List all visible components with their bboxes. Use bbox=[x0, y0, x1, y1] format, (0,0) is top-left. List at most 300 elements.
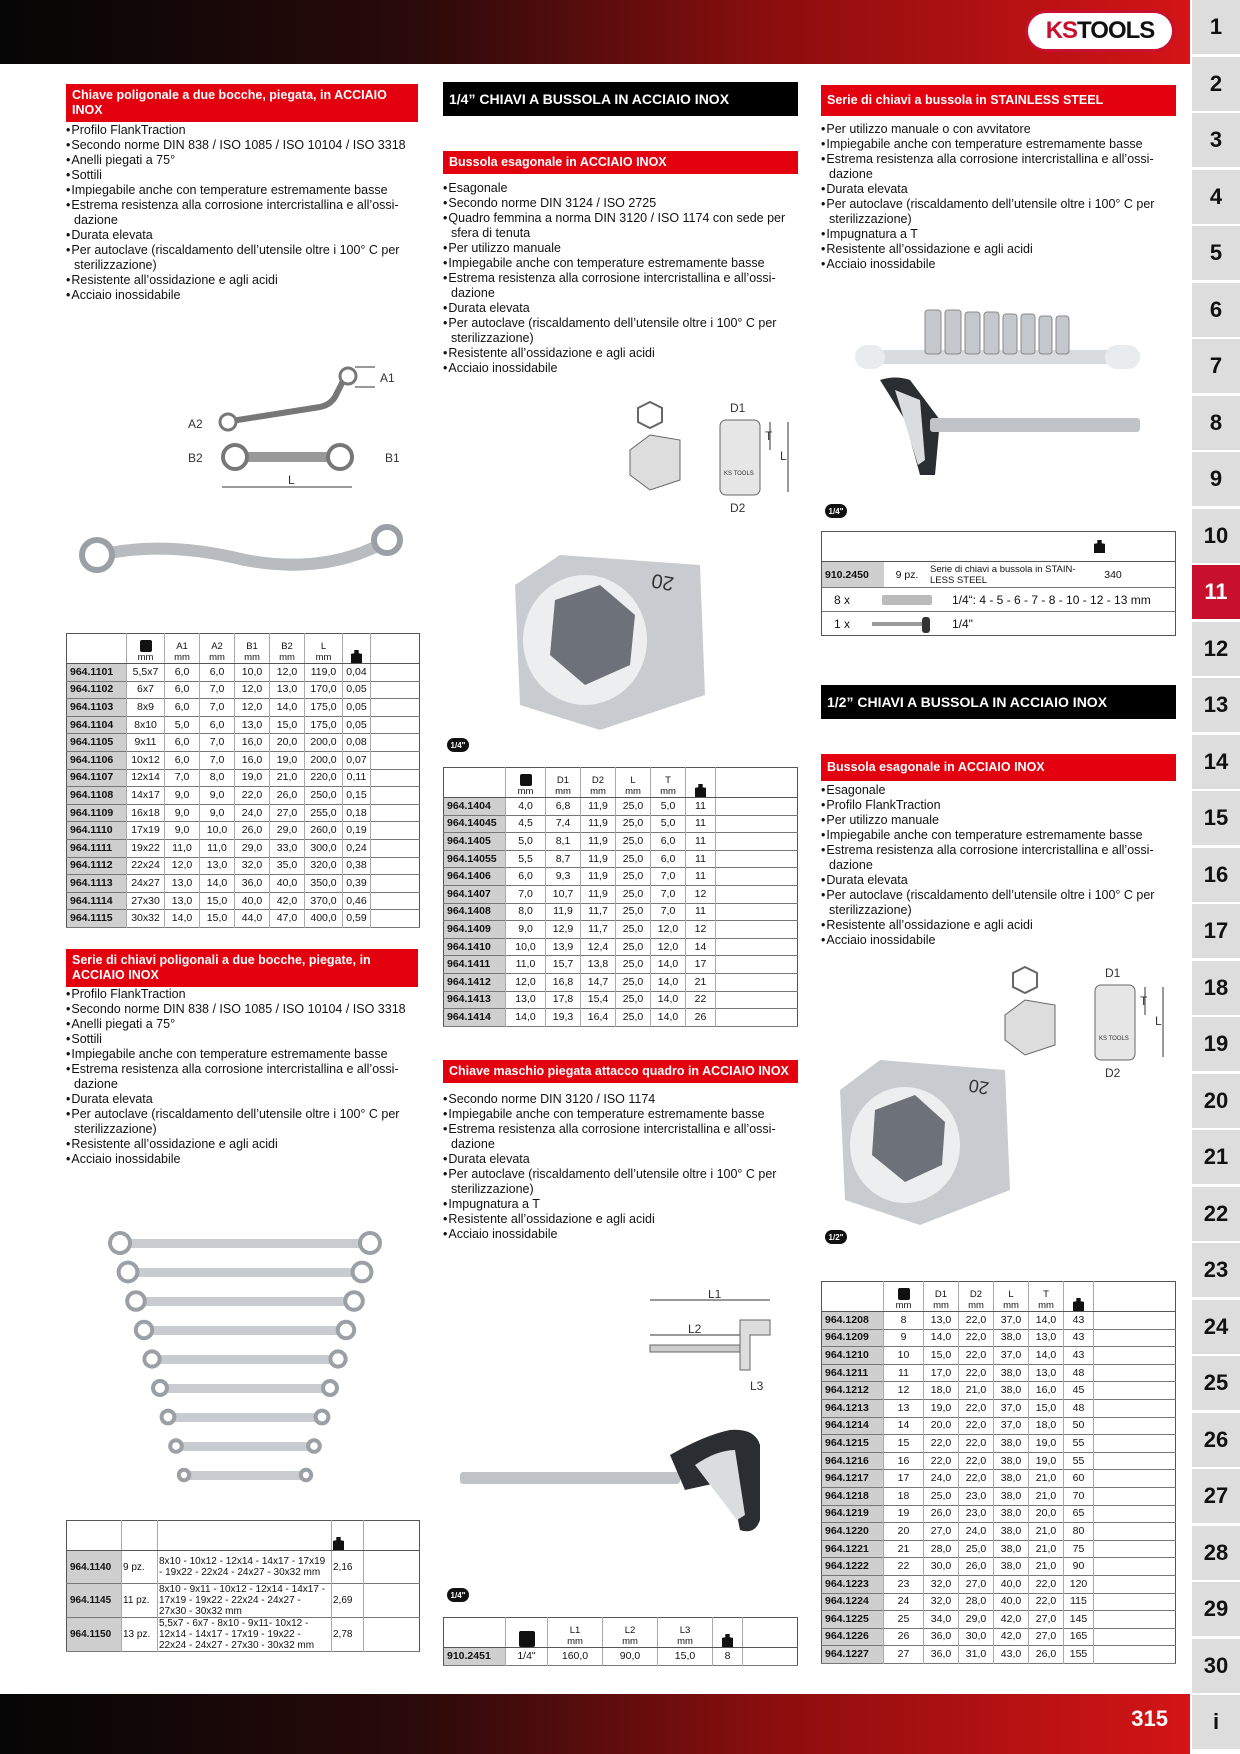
cell: 24,0 bbox=[959, 1523, 994, 1541]
cell: 12,9 bbox=[546, 921, 581, 939]
cell: 42,0 bbox=[994, 1611, 1029, 1629]
chapter-tab-11[interactable]: 11 bbox=[1192, 565, 1240, 619]
feature-list bbox=[66, 987, 420, 1167]
cell: 38,0 bbox=[994, 1523, 1029, 1541]
tkey-table: L1 mm L2 mm L3 mm 910.2451 1/4" 160,0 90,0 15,0 8 bbox=[443, 1617, 798, 1666]
cell: 11,9 bbox=[581, 885, 616, 903]
table-row bbox=[444, 973, 798, 991]
article-number: 964.1213 bbox=[822, 1399, 884, 1417]
table-row bbox=[444, 798, 798, 816]
cell: 15,7 bbox=[546, 956, 581, 974]
chapter-tab-28[interactable]: 28 bbox=[1192, 1526, 1240, 1580]
cell: 20,0 bbox=[1029, 1505, 1064, 1523]
article-number: 964.1101 bbox=[67, 664, 127, 682]
set-table bbox=[66, 1520, 420, 1652]
chapter-tab-22[interactable]: 22 bbox=[1192, 1187, 1240, 1241]
socket-photo bbox=[830, 1050, 1020, 1240]
cell: 13,0 bbox=[1029, 1364, 1064, 1382]
chapter-tab-2[interactable]: 2 bbox=[1192, 57, 1240, 111]
chapter-tab-19[interactable]: 19 bbox=[1192, 1017, 1240, 1071]
feature-item: • Estrema resistenza alla corrosione intercristallina e all’ossi-dazione bbox=[821, 843, 1176, 873]
cell: 15,0 bbox=[270, 716, 305, 734]
table-row bbox=[67, 751, 420, 769]
article-number: 964.1405 bbox=[444, 833, 506, 851]
cell: 21 bbox=[686, 973, 716, 991]
page-number: 315 bbox=[1131, 1706, 1168, 1731]
cell: 36,0 bbox=[924, 1646, 959, 1664]
cell: 27 bbox=[884, 1646, 924, 1664]
chapter-tab-21[interactable]: 21 bbox=[1192, 1130, 1240, 1184]
chapter-tab-4[interactable]: 4 bbox=[1192, 170, 1240, 224]
cell: 25,0 bbox=[616, 991, 651, 1009]
chapter-tab-30[interactable]: 30 bbox=[1192, 1639, 1240, 1693]
cell: 90 bbox=[1064, 1558, 1094, 1576]
cell: 13,0 bbox=[270, 681, 305, 699]
chapter-tab-17[interactable]: 17 bbox=[1192, 904, 1240, 958]
chapter-tab-24[interactable]: 24 bbox=[1192, 1300, 1240, 1354]
chapter-tab-18[interactable]: 18 bbox=[1192, 961, 1240, 1015]
cell: 13,0 bbox=[200, 857, 235, 875]
cell: 0,38 bbox=[343, 857, 371, 875]
feature-item: • Per utilizzo manuale o con avvitatore bbox=[821, 122, 1176, 137]
section-title: Chiave maschio piegata attacco quadro in ACCIAIO INOX bbox=[443, 1060, 798, 1083]
feature-item: • Acciaio inossidabile bbox=[821, 933, 1176, 948]
cell: 0,07 bbox=[343, 751, 371, 769]
table-row bbox=[67, 734, 420, 752]
table-row bbox=[822, 1628, 1176, 1646]
cell: 13,0 bbox=[506, 991, 546, 1009]
table-row bbox=[444, 991, 798, 1009]
chapter-tab-23[interactable]: 23 bbox=[1192, 1243, 1240, 1297]
cell: 38,0 bbox=[994, 1382, 1029, 1400]
cell: 120 bbox=[1064, 1575, 1094, 1593]
cell: 9,0 bbox=[200, 804, 235, 822]
chapter-tab-20[interactable]: 20 bbox=[1192, 1074, 1240, 1128]
table-row bbox=[67, 699, 420, 717]
table-row bbox=[67, 787, 420, 805]
article-number: 964.1145 bbox=[67, 1584, 122, 1618]
cell: 12,0 bbox=[270, 664, 305, 682]
cell: 15 bbox=[884, 1435, 924, 1453]
chapter-tab-15[interactable]: 15 bbox=[1192, 791, 1240, 845]
cell: 350,0 bbox=[305, 875, 343, 893]
cell: 6,0 bbox=[200, 664, 235, 682]
cell: 38,0 bbox=[994, 1540, 1029, 1558]
label-l1: L1 bbox=[708, 1290, 722, 1301]
cell: 11,9 bbox=[581, 850, 616, 868]
cell: 22x24 bbox=[127, 857, 165, 875]
label-l: L bbox=[780, 449, 787, 463]
table-row bbox=[822, 1558, 1176, 1576]
article-number: 964.1223 bbox=[822, 1575, 884, 1593]
feature-item: • Durata elevata bbox=[821, 182, 1176, 197]
cell: 17 bbox=[686, 956, 716, 974]
feature-item: • Per autoclave (riscaldamento dell’utensile oltre i 100° C per sterilizzazione) bbox=[443, 316, 798, 346]
cell: 14,0 bbox=[1029, 1347, 1064, 1365]
wrench-item bbox=[119, 1263, 372, 1282]
cell: 18,0 bbox=[924, 1382, 959, 1400]
article-number: 964.1410 bbox=[444, 938, 506, 956]
table-row bbox=[822, 1347, 1176, 1365]
cell: 8,0 bbox=[200, 769, 235, 787]
article-number: 964.1211 bbox=[822, 1364, 884, 1382]
cell: 18 bbox=[884, 1487, 924, 1505]
cell: 38,0 bbox=[994, 1470, 1029, 1488]
hex-size-icon bbox=[520, 774, 532, 786]
cell: 0,59 bbox=[343, 910, 371, 928]
cell: 11,7 bbox=[581, 921, 616, 939]
cell: 11,9 bbox=[546, 903, 581, 921]
chapter-tab-7[interactable]: 7 bbox=[1192, 339, 1240, 393]
cell: 14,0 bbox=[651, 1009, 686, 1027]
cell: 16,0 bbox=[235, 751, 270, 769]
cell: 6,0 bbox=[165, 734, 200, 752]
chapter-tab-9[interactable]: 9 bbox=[1192, 452, 1240, 506]
content-row: 8 x 1/4“: 4 - 5 - 6 - 7 - 8 - 10 - 12 - 13 mm bbox=[822, 588, 1175, 612]
article-number: 964.1102 bbox=[67, 681, 127, 699]
chapter-tab-5[interactable]: 5 bbox=[1192, 226, 1240, 280]
article-number: 964.1409 bbox=[444, 921, 506, 939]
cell: 7,0 bbox=[200, 681, 235, 699]
cell: 20,0 bbox=[270, 734, 305, 752]
feature-item: • Estrema resistenza alla corrosione intercristallina e all’ossi-dazione bbox=[66, 1062, 420, 1092]
cell: 0,24 bbox=[343, 839, 371, 857]
label-l: L bbox=[288, 473, 295, 487]
label-b1: B1 bbox=[385, 451, 400, 465]
cell: 17,8 bbox=[546, 991, 581, 1009]
cell: 9,0 bbox=[165, 804, 200, 822]
cell: 25,0 bbox=[616, 885, 651, 903]
cell: 6,0 bbox=[651, 833, 686, 851]
cell: 9x11 bbox=[127, 734, 165, 752]
cell: 255,0 bbox=[305, 804, 343, 822]
cell: 48 bbox=[1064, 1364, 1094, 1382]
socket-size-mark: 20 bbox=[967, 1075, 991, 1099]
cell: 12,4 bbox=[581, 938, 616, 956]
feature-item: • Anelli piegati a 75° bbox=[66, 1017, 420, 1032]
ks-tools-logo bbox=[1025, 10, 1175, 52]
feature-item: • Resistente all’ossidazione e agli acidi bbox=[443, 346, 798, 361]
cell: 13 bbox=[884, 1399, 924, 1417]
cell: 38,0 bbox=[994, 1329, 1029, 1347]
wrench-dimension-diagram bbox=[180, 362, 420, 497]
cell: 38,0 bbox=[994, 1452, 1029, 1470]
cell: 21,0 bbox=[959, 1382, 994, 1400]
bottom-band bbox=[0, 1694, 1190, 1754]
table-row bbox=[444, 921, 798, 939]
cell: 15,0 bbox=[658, 1648, 713, 1666]
cell: 5,5x7 bbox=[127, 664, 165, 682]
cell: 13,0 bbox=[165, 892, 200, 910]
cell: 25,0 bbox=[616, 850, 651, 868]
feature-item: • Impiegabile anche con temperature estremamente basse bbox=[443, 256, 798, 271]
section-title: Serie di chiavi poligonali a due bocche, piegate, in ACCIAIO INOX bbox=[66, 949, 418, 987]
cell: 11,0 bbox=[200, 839, 235, 857]
cell: 24 bbox=[884, 1593, 924, 1611]
table-row bbox=[444, 1648, 798, 1666]
article-number: 964.1218 bbox=[822, 1487, 884, 1505]
cell: 250,0 bbox=[305, 787, 343, 805]
wrench-item bbox=[136, 1322, 354, 1338]
cell: 8 bbox=[884, 1312, 924, 1330]
cell: 90,0 bbox=[603, 1648, 658, 1666]
table-row bbox=[822, 1575, 1176, 1593]
cell: 14,0 bbox=[651, 956, 686, 974]
table-row bbox=[822, 1417, 1176, 1435]
table-row bbox=[67, 664, 420, 682]
cell: 43 bbox=[1064, 1347, 1094, 1365]
cell: 300,0 bbox=[305, 839, 343, 857]
cell: 260,0 bbox=[305, 822, 343, 840]
hex-size-icon bbox=[140, 640, 152, 652]
cell: 0,39 bbox=[343, 875, 371, 893]
cell: 26 bbox=[686, 1009, 716, 1027]
cell: 5,5 bbox=[506, 850, 546, 868]
chapter-tab-i[interactable]: i bbox=[1192, 1695, 1240, 1749]
cell: 11 bbox=[686, 815, 716, 833]
cell: 23 bbox=[884, 1575, 924, 1593]
article-number: 964.1140 bbox=[67, 1551, 122, 1584]
article-number: 964.14055 bbox=[444, 850, 506, 868]
socket-photo bbox=[500, 545, 720, 735]
table-row bbox=[444, 868, 798, 886]
chapter-tab-29[interactable]: 29 bbox=[1192, 1582, 1240, 1636]
article-number: 964.1108 bbox=[67, 787, 127, 805]
cell: 38,0 bbox=[994, 1364, 1029, 1382]
feature-item: • Impugnatura a T bbox=[821, 227, 1176, 242]
cell: 115 bbox=[1064, 1593, 1094, 1611]
cell: 40,0 bbox=[270, 875, 305, 893]
label-d1: D1 bbox=[1105, 966, 1121, 980]
cell: 32,0 bbox=[235, 857, 270, 875]
feature-item: • Estrema resistenza alla corrosione intercristallina e all’ossi-dazione bbox=[66, 198, 420, 228]
feature-item: • Acciaio inossidabile bbox=[443, 1227, 798, 1242]
feature-item: • Acciaio inossidabile bbox=[66, 1152, 420, 1167]
cell: 25,0 bbox=[616, 798, 651, 816]
top-band bbox=[0, 0, 1190, 64]
cell: 27,0 bbox=[270, 804, 305, 822]
feature-item: • Secondo norme DIN 838 / ISO 1085 / ISO 10104 / ISO 3318 bbox=[66, 138, 420, 153]
cell: 8x10 bbox=[127, 716, 165, 734]
feature-item: • Estrema resistenza alla corrosione intercristallina e all’ossi-dazione bbox=[443, 1122, 798, 1152]
cell: 21,0 bbox=[270, 769, 305, 787]
spec-table: mm D1 mm D2 mm L mm T mm 964.1208 8 13,0 22,0 37,0 14,0 43 964.1209 9 14,0 22,0 38,0 13,0 43 964.1210 10 15,0 22,0 37,0 14,0 43 964.1211 11 17,0 22,0 38,0 13,0 48 964.1212 12 18,0 21,0 38,0 16,0 45 964.1213 13 19,0 22,0 37,0 15,0 48 964.1214 14 20,0 22,0 37,0 18,0 50 964.1215 15 22,0 22,0 38,0 19,0 55 964.1216 16 22,0 22,0 38,0 19,0 55 964.1217 17 24,0 22,0 38,0 21,0 60 964.1218 18 25,0 23,0 38,0 21,0 70 964.1219 19 26,0 23,0 38,0 20,0 65 964.1220 20 27,0 24,0 38,0 21,0 80 964.1221 21 28,0 25,0 38,0 21,0 75 964.1222 22 30,0 26,0 38,0 21,0 90 964.1223 23 32,0 27,0 40,0 22,0 120 964.1224 24 32,0 28,0 40,0 22,0 115 964.1225 25 34,0 29,0 42,0 27,0 145 964.1226 26 36,0 30,0 42,0 27,0 165 964.1227 27 36,0 31,0 43,0 26,0 155 bbox=[821, 1281, 1176, 1664]
cell: 9,3 bbox=[546, 868, 581, 886]
feature-item: • Anelli piegati a 75° bbox=[66, 153, 420, 168]
square-drive-icon bbox=[519, 1631, 535, 1647]
cell: 22,0 bbox=[924, 1452, 959, 1470]
feature-item: • Sottili bbox=[66, 168, 420, 183]
article-number: 964.1215 bbox=[822, 1435, 884, 1453]
cell: 22,0 bbox=[959, 1452, 994, 1470]
cell: 48 bbox=[1064, 1399, 1094, 1417]
cell: 10x12 bbox=[127, 751, 165, 769]
cell: 25,0 bbox=[616, 868, 651, 886]
cell: 14,7 bbox=[581, 973, 616, 991]
feature-item: • Acciaio inossidabile bbox=[66, 288, 420, 303]
chapter-tab-25[interactable]: 25 bbox=[1192, 1356, 1240, 1410]
article-number: 964.1214 bbox=[822, 1417, 884, 1435]
table-row bbox=[822, 1399, 1176, 1417]
chapter-tab-27[interactable]: 27 bbox=[1192, 1469, 1240, 1523]
cell: 22,0 bbox=[235, 787, 270, 805]
article-number: 964.1406 bbox=[444, 868, 506, 886]
cell: 2,16 bbox=[332, 1551, 364, 1584]
cell: 7,0 bbox=[651, 903, 686, 921]
cell: 22,0 bbox=[959, 1417, 994, 1435]
cell: 22,0 bbox=[959, 1399, 994, 1417]
feature-list bbox=[821, 122, 1176, 272]
cell: 16,8 bbox=[546, 973, 581, 991]
table-row bbox=[822, 1593, 1176, 1611]
cell: 22,0 bbox=[959, 1470, 994, 1488]
chapter-tab-26[interactable]: 26 bbox=[1192, 1413, 1240, 1467]
chapter-tab-6[interactable]: 6 bbox=[1192, 283, 1240, 337]
chapter-tab-14[interactable]: 14 bbox=[1192, 735, 1240, 789]
cell: 7,0 bbox=[200, 699, 235, 717]
cell: 15,0 bbox=[924, 1347, 959, 1365]
cell: 43 bbox=[1064, 1312, 1094, 1330]
cell: 70 bbox=[1064, 1487, 1094, 1505]
cell: 27,0 bbox=[924, 1523, 959, 1541]
article-number: 964.1221 bbox=[822, 1540, 884, 1558]
chapter-tab-13[interactable]: 13 bbox=[1192, 678, 1240, 732]
cell: 21 bbox=[884, 1540, 924, 1558]
feature-item: • Impiegabile anche con temperature estremamente basse bbox=[443, 1107, 798, 1122]
cell: 13,0 bbox=[924, 1312, 959, 1330]
article-number: 964.1216 bbox=[822, 1452, 884, 1470]
cell: 19 bbox=[884, 1505, 924, 1523]
socket-dimension-diagram bbox=[995, 965, 1175, 1085]
cell: 11 bbox=[686, 903, 716, 921]
table-row bbox=[822, 1435, 1176, 1453]
cell: 2,78 bbox=[332, 1618, 364, 1652]
cell: 26,0 bbox=[270, 787, 305, 805]
cell: 38,0 bbox=[994, 1558, 1029, 1576]
cell: 11 bbox=[686, 798, 716, 816]
chapter-tab-8[interactable]: 8 bbox=[1192, 396, 1240, 450]
section-black-title: 1/4” CHIAVI A BUSSOLA IN ACCIAIO INOX bbox=[443, 82, 798, 116]
cell: 5,5x7 - 6x7 - 8x10 - 9x11- 10x12 - 12x14 - 14x17 - 17x19 - 19x22 - 22x24 - 24x27 - 27x30 - 30x32 mm bbox=[158, 1618, 332, 1652]
cell: 14 bbox=[884, 1417, 924, 1435]
cell: 5,0 bbox=[651, 798, 686, 816]
table-row bbox=[67, 1618, 420, 1652]
cell: 10 bbox=[884, 1347, 924, 1365]
cell: 7,0 bbox=[651, 885, 686, 903]
table-row bbox=[67, 875, 420, 893]
feature-item: • Secondo norme DIN 3120 / ISO 1174 bbox=[443, 1092, 798, 1107]
cell: 145 bbox=[1064, 1611, 1094, 1629]
feature-item: • Estrema resistenza alla corrosione intercristallina e all’ossi-dazione bbox=[443, 271, 798, 301]
article-number: 964.1115 bbox=[67, 910, 127, 928]
label-brand: KS TOOLS bbox=[724, 471, 754, 477]
chapter-tab-3[interactable]: 3 bbox=[1192, 113, 1240, 167]
feature-item: • Durata elevata bbox=[66, 228, 420, 243]
cell: 9,0 bbox=[200, 787, 235, 805]
cell: 24x27 bbox=[127, 875, 165, 893]
cell: 11,7 bbox=[581, 903, 616, 921]
chapter-tab-10[interactable]: 10 bbox=[1192, 509, 1240, 563]
feature-item: • Impiegabile anche con temperature estremamente basse bbox=[66, 1047, 420, 1062]
cell: 5,0 bbox=[506, 833, 546, 851]
cell: 22,0 bbox=[959, 1347, 994, 1365]
tkey-dimension-diagram bbox=[640, 1290, 800, 1395]
table-row bbox=[444, 903, 798, 921]
wrench-item bbox=[144, 1351, 345, 1366]
article-number: 964.1414 bbox=[444, 1009, 506, 1027]
feature-item: • Acciaio inossidabile bbox=[821, 257, 1176, 272]
feature-item: • Per utilizzo manuale bbox=[443, 241, 798, 256]
cell: 14,0 bbox=[270, 699, 305, 717]
cell: 15,0 bbox=[200, 892, 235, 910]
cell: 29,0 bbox=[959, 1611, 994, 1629]
spec-table: mm A1 mm A2 mm B1 mm B2 mm L mm 964.1101 5,5x7 6,0 6,0 10,0 12,0 119,0 0,04 964.1102 6x7 6,0 7,0 12,0 13,0 170,0 0,05 964.1103 8x9 6,0 7,0 12,0 14,0 175,0 0,05 964.1104 8x10 5,0 6,0 13,0 15,0 175,0 0,05 964.1105 9x11 6,0 7,0 16,0 20,0 200,0 0,08 964.1106 10x12 6,0 7,0 16,0 19,0 200,0 0,07 964.1107 12x14 7,0 8,0 19,0 21,0 220,0 0,11 964.1108 14x17 9,0 9,0 22,0 26,0 250,0 0,15 964.1109 16x18 9,0 9,0 24,0 27,0 255,0 0,18 964.1110 17x19 9,0 10,0 26,0 29,0 260,0 0,19 964.1111 19x22 11,0 11,0 29,0 33,0 300,0 0,24 964.1112 22x24 12,0 13,0 32,0 35,0 320,0 0,38 964.1113 24x27 13,0 14,0 36,0 40,0 350,0 0,39 964.1114 27x30 13,0 15,0 40,0 42,0 370,0 0,46 964.1115 30x32 14,0 15,0 44,0 47,0 400,0 0,59 bbox=[66, 633, 420, 928]
cell: 26,0 bbox=[235, 822, 270, 840]
feature-item: • Esagonale bbox=[443, 181, 798, 196]
feature-item: • Impiegabile anche con temperature estremamente basse bbox=[66, 183, 420, 198]
cell: 13,0 bbox=[165, 875, 200, 893]
feature-item: • Durata elevata bbox=[66, 1092, 420, 1107]
feature-item: • Resistente all’ossidazione e agli acidi bbox=[66, 1137, 420, 1152]
cell: 2,69 bbox=[332, 1584, 364, 1618]
chapter-tab-16[interactable]: 16 bbox=[1192, 848, 1240, 902]
cell: 12 bbox=[884, 1382, 924, 1400]
cell: 0,46 bbox=[343, 892, 371, 910]
cell: 9 bbox=[884, 1329, 924, 1347]
chapter-tab-12[interactable]: 12 bbox=[1192, 622, 1240, 676]
label-b2: B2 bbox=[188, 451, 203, 465]
article-number: 964.1217 bbox=[822, 1470, 884, 1488]
cell: 370,0 bbox=[305, 892, 343, 910]
table-row bbox=[822, 1523, 1176, 1541]
cell: 5,0 bbox=[165, 716, 200, 734]
cell: 200,0 bbox=[305, 751, 343, 769]
cell: 400,0 bbox=[305, 910, 343, 928]
cell: 12,0 bbox=[235, 699, 270, 717]
cell: 6,0 bbox=[651, 850, 686, 868]
cell: 25,0 bbox=[616, 1009, 651, 1027]
article-number: 964.1104 bbox=[67, 716, 127, 734]
feature-item: • Sottili bbox=[66, 1032, 420, 1047]
table-row bbox=[444, 956, 798, 974]
table-row bbox=[67, 769, 420, 787]
feature-item: • Durata elevata bbox=[443, 301, 798, 316]
article-number: 964.1110 bbox=[67, 822, 127, 840]
table-row bbox=[444, 833, 798, 851]
cell: 22,0 bbox=[959, 1364, 994, 1382]
cell: 13,8 bbox=[581, 956, 616, 974]
cell: 14,0 bbox=[165, 910, 200, 928]
table-row bbox=[67, 892, 420, 910]
set-box bbox=[821, 531, 1176, 636]
cell: 38,0 bbox=[994, 1435, 1029, 1453]
cell: 60 bbox=[1064, 1470, 1094, 1488]
table-row bbox=[822, 1540, 1176, 1558]
cell: 0,15 bbox=[343, 787, 371, 805]
chapter-tab-1[interactable]: 1 bbox=[1192, 0, 1240, 54]
cell: 0,19 bbox=[343, 822, 371, 840]
cell: 20,0 bbox=[924, 1417, 959, 1435]
feature-list bbox=[443, 1092, 798, 1242]
cell: 25,0 bbox=[924, 1487, 959, 1505]
cell: 25,0 bbox=[616, 973, 651, 991]
cell: 27,0 bbox=[1029, 1611, 1064, 1629]
table-row bbox=[822, 1312, 1176, 1330]
table-row bbox=[67, 857, 420, 875]
cell: 19,0 bbox=[270, 751, 305, 769]
cell: 21,0 bbox=[1029, 1558, 1064, 1576]
drive-badge: 1/4" bbox=[447, 738, 469, 752]
